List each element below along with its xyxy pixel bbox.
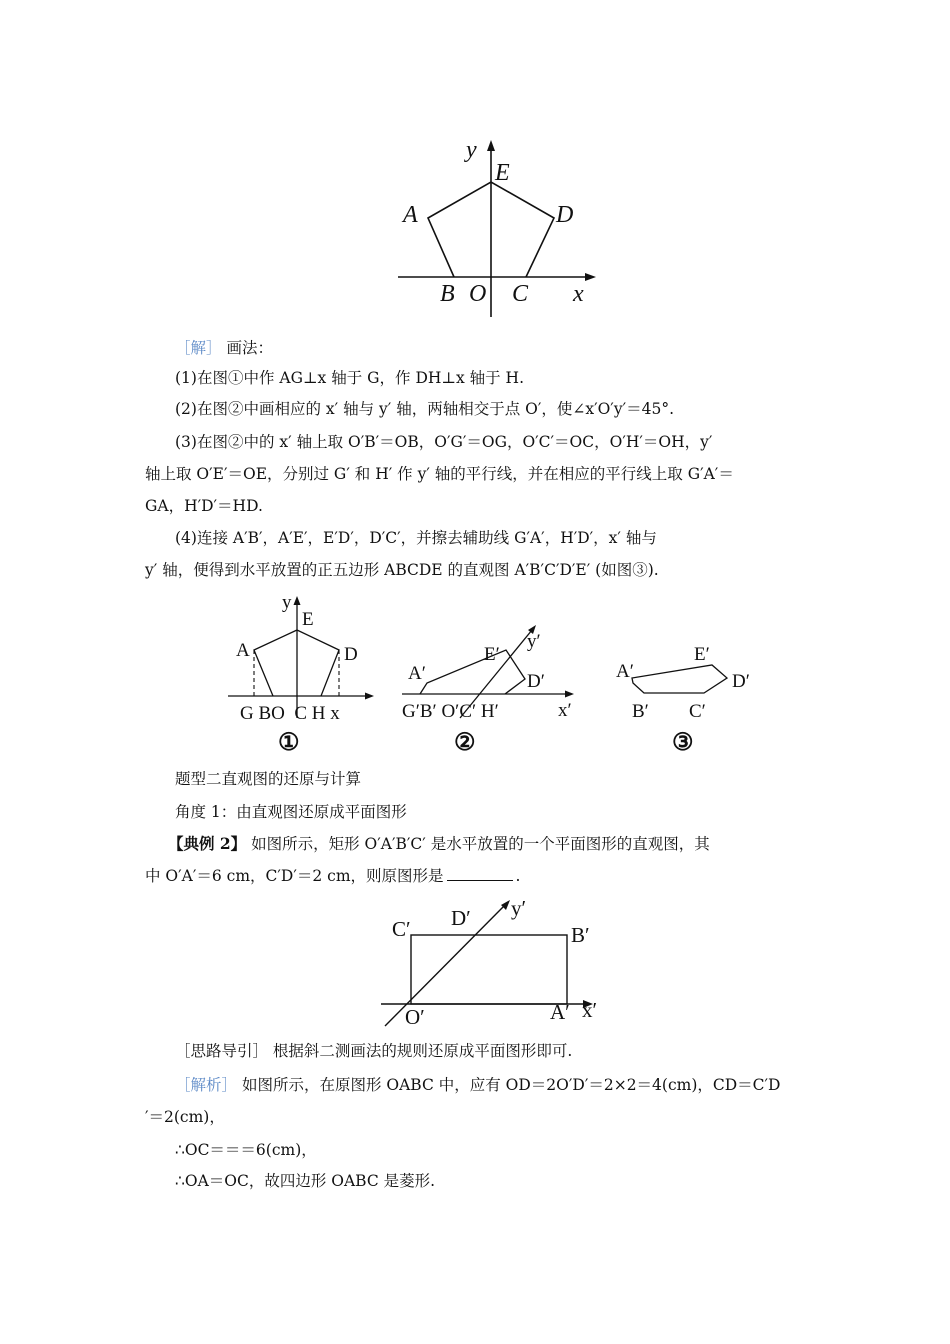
solution-heading-text: 画法： (226, 339, 273, 357)
analysis-line-1 (175, 1075, 780, 1095)
example-line-2 (145, 866, 520, 886)
analysis-line-3: ∴OC＝＝＝6(cm)， (175, 1141, 317, 1159)
three-panel-figure (222, 590, 782, 758)
label-A: A (403, 202, 418, 228)
p1-label-E: E (302, 609, 314, 630)
label-Cp: C′ (392, 917, 411, 941)
p2-label-Dp: D′ (527, 671, 545, 692)
solution-step-3-line-1: (3)在图②中的 x′ 轴上取 O′B′＝OB，O′G′＝OG，O′C′＝OC，O′H′＝OH，y′ (175, 433, 713, 451)
solution-step-2: (2)在图②中画相应的 x′ 轴与 y′ 轴，两轴相交于点 O′，使∠x′O′y′＝45°. (175, 400, 675, 418)
solution-step-4-line-1: (4)连接 A′B′，A′E′，E′D′，D′C′，并擦去辅助线 G′A′，H′D′，x′ 轴与 (175, 529, 657, 547)
p1-number: ① (278, 730, 300, 756)
example-text-2: 中 O′A′＝6 cm，C′D′＝2 cm，则原图形是 (145, 867, 444, 885)
label-E: E (495, 160, 510, 186)
label-xp: x′ (582, 998, 598, 1022)
p3-label-Dp: D′ (732, 671, 750, 692)
p3-label-Cp: C′ (689, 701, 706, 722)
panel-3 (616, 644, 750, 756)
solution-step-3-line-2: 轴上取 O′E′＝OE，分别过 G′ 和 H′ 作 y′ 轴的平行线，并在相应的平行线上取 G′A′＝ (145, 465, 734, 483)
solution-heading (175, 338, 273, 358)
label-B: B (440, 281, 455, 307)
label-Dp: D′ (451, 906, 471, 930)
p1-label-y: y (282, 592, 292, 613)
solution-step-3-line-3: GA，H′D′＝HD. (145, 497, 263, 515)
p2-label-Ep: E′ (484, 644, 500, 665)
label-yp: y′ (511, 896, 527, 920)
example-text-1: 如图所示，矩形 O′A′B′C′ 是水平放置的一个平面图形的直观图，其 (251, 835, 710, 853)
example-line-1 (168, 834, 710, 854)
section-angle: 角度 1：由直观图还原成平面图形 (175, 803, 407, 821)
p2-label-Ap: A′ (408, 663, 426, 684)
guide-line: ［思路导引］ 根据斜二测画法的规则还原成平面图形即可. (175, 1042, 573, 1060)
label-y: y (466, 137, 477, 163)
analysis-text-1: 如图所示，在原图形 OABC 中，应有 OD＝2O′D′＝2×2＝4(cm)，CD＝C′D (241, 1076, 781, 1094)
p1-label-D: D (344, 644, 358, 665)
label-O: O (469, 281, 487, 307)
solution-step-1: (1)在图①中作 AG⊥x 轴于 G，作 DH⊥x 轴于 H. (175, 369, 525, 387)
solution-step-4-line-2: y′ 轴，便得到水平放置的正五边形 ABCDE 的直观图 A′B′C′D′E′ (如图③). (145, 561, 659, 579)
p3-label-Ap: A′ (616, 661, 634, 682)
panel-1 (228, 592, 374, 756)
p3-label-Ep: E′ (694, 644, 710, 665)
label-Op: O′ (405, 1005, 425, 1028)
pentagon-axes-figure (390, 135, 605, 320)
p2-label-yp: y′ (527, 631, 541, 652)
p3-label-Bp: B′ (632, 701, 649, 722)
label-D: D (556, 202, 574, 228)
label-Bp: B′ (571, 923, 590, 947)
answer-blank (447, 866, 513, 881)
example-tag: 【典例 2】 (168, 834, 247, 853)
p2-number: ② (454, 730, 476, 756)
label-Ap: A′ (550, 1000, 570, 1024)
label-x: x (573, 281, 584, 307)
rectangle-figure (375, 893, 615, 1028)
label-C: C (512, 281, 529, 307)
section-title: 题型二直观图的还原与计算 (175, 770, 362, 788)
p1-label-A: A (236, 640, 250, 661)
p2-label-bottom: G′B′ O′C′ H′ (402, 701, 499, 722)
rectangle (411, 935, 567, 1004)
analysis-line-4: ∴OA＝OC，故四边形 OABC 是菱形. (175, 1172, 436, 1190)
example-text-2-end: . (515, 867, 521, 885)
analysis-line-2: ′＝2(cm)， (145, 1108, 225, 1126)
p1-label-bottom: G BO C H x (240, 703, 340, 724)
p2-label-xp: x′ (558, 700, 572, 721)
analysis-tag: ［解析］ (175, 1076, 238, 1094)
x-axis-arrow (585, 273, 596, 281)
solution-tag: ［解］ (175, 339, 222, 357)
y-axis-arrow (487, 140, 495, 151)
p3-number: ③ (672, 730, 694, 756)
panel-2 (402, 625, 574, 756)
